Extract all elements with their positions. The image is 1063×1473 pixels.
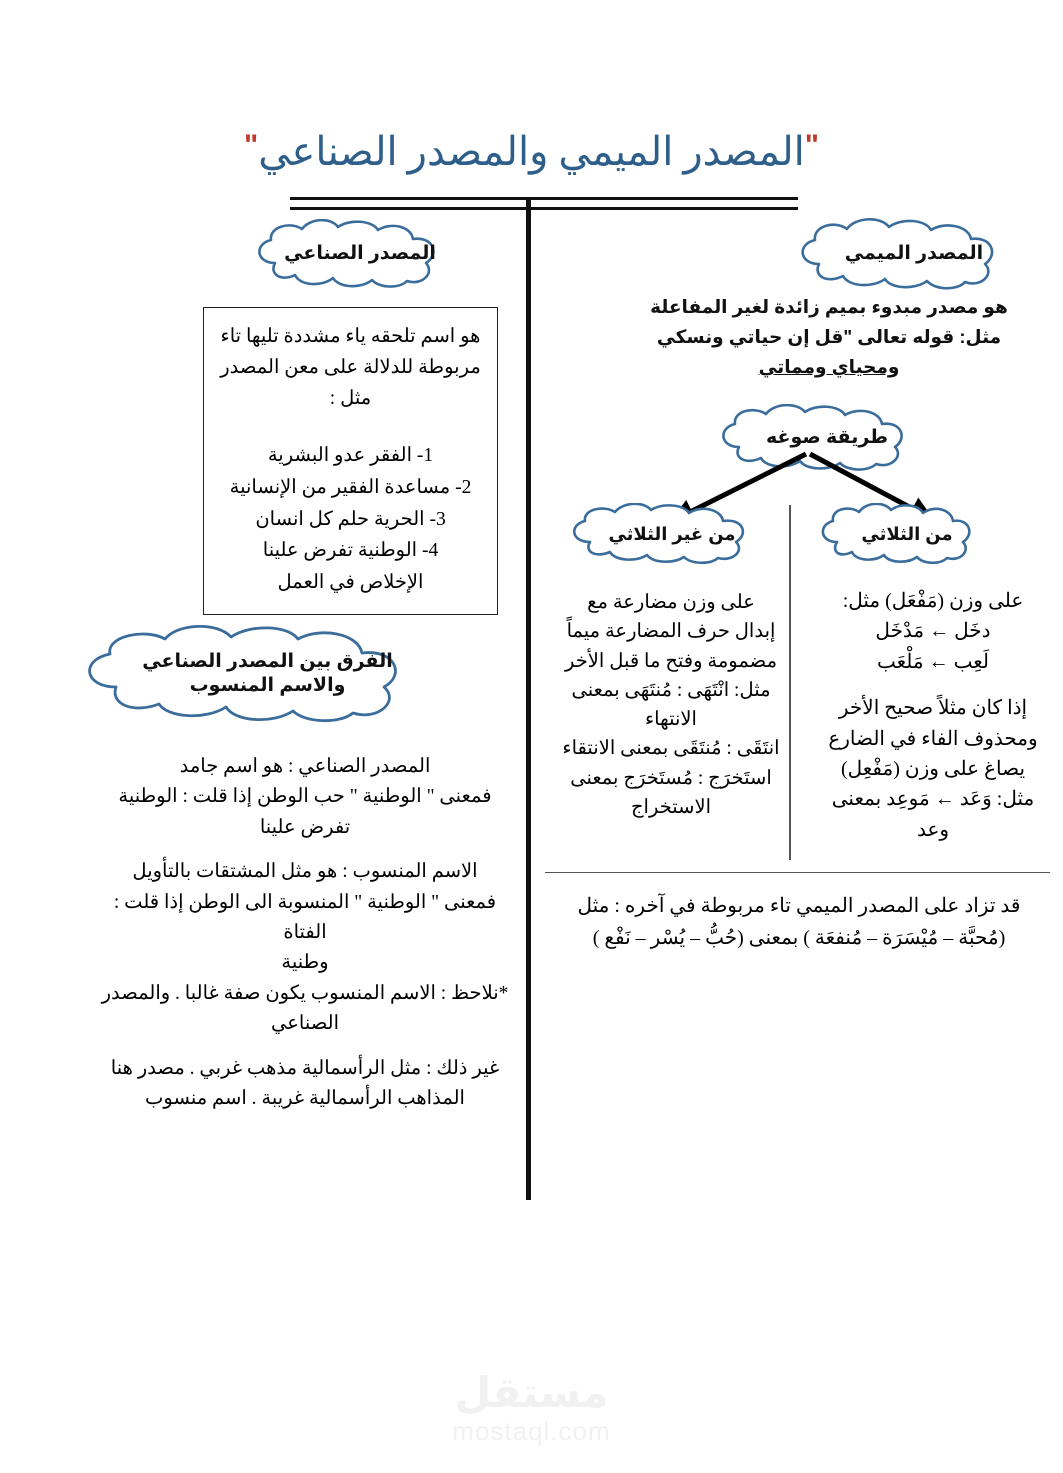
cloud-branch-ghair-thulathi xyxy=(563,503,781,565)
sinai-definition-line-3: مثل : xyxy=(329,387,372,409)
list-item: 2- مساعدة الفقير من الإنسانية xyxy=(229,476,472,498)
thulathi-b2-line-3: يصاغ على وزن (مَفْعِل) xyxy=(840,757,1026,780)
thulathi-b2-line-5: وعد xyxy=(916,818,950,841)
cloud-difference-label xyxy=(132,650,402,698)
list-item: 3- الحرية حلم كل انسان xyxy=(255,508,446,530)
difference-body xyxy=(100,752,510,1114)
list-item: 1- الفقر عدو البشرية xyxy=(267,445,434,467)
thulathi-b1-line-2: دخَل ← مَدْخَل xyxy=(875,620,991,643)
thulathi-rules-column xyxy=(817,586,1049,845)
ghair-rule-line-2: إبدال حرف المضارعة ميماً xyxy=(566,621,776,643)
difference-paragraph-1 xyxy=(100,752,510,843)
difference-paragraph-2 xyxy=(100,857,510,1039)
mimi-definition-line-3: ومحياي ومماتي xyxy=(758,355,900,377)
cloud-sinai-title xyxy=(248,219,472,289)
thulathi-b1-line-1: على وزن (مَفْعَل) مثل: xyxy=(842,590,1024,612)
diff-p3-line-2: المذاهب الرأسمالية غريبة . اسم منسوب xyxy=(145,1088,465,1110)
thulathi-b2-line-4: مثل: وَعَد ← مَوعِد بمعنى xyxy=(831,788,1035,811)
cloud-mimi-label: المصدر الميمي xyxy=(844,243,984,265)
main-vertical-divider xyxy=(526,200,531,1200)
diff-p1-line-3: تفرض علينا xyxy=(259,816,351,838)
diff-p2-line-4: *نلاحظ : الاسم المنسوب يكون صفة غالبا . والمصدر xyxy=(101,982,509,1004)
ghair-example-3-line-1: استَخرَج : مُستَخرَج بمعنى xyxy=(570,767,772,789)
cloud-branch-ghair-label: من غير الثلاثي xyxy=(608,523,736,544)
thulathi-b2-line-1: إذا كان مثلاً صحيح الأخر xyxy=(838,697,1028,720)
cloud-difference-line-2: والاسم المنسوب xyxy=(189,675,346,696)
title-quote-open: " xyxy=(804,129,820,162)
sinai-definition-line-1: هو اسم تلحقه ياء مشددة تليها تاء xyxy=(220,326,481,347)
ghair-rule-line-1: على وزن مضارعة مع xyxy=(587,592,755,613)
diff-p2-line-5: الصناعي xyxy=(271,1013,339,1035)
list-item: 4- الوطنية تفرض علينا xyxy=(262,540,439,562)
mimi-footer-line-1: قد تزاد على المصدر الميمي تاء مربوطة في آخره : مثل xyxy=(577,895,1021,917)
title-quote-close: " xyxy=(243,129,259,162)
diff-p1-line-1: المصدر الصناعي : هو اسم جامد xyxy=(179,756,431,777)
mimi-footer-note xyxy=(549,890,1049,954)
mimi-definition-line-2: مثل: قوله تعالى "قل إن حياتي ونسكي xyxy=(656,325,1002,347)
mimi-definition-block xyxy=(609,292,1049,382)
thulathi-b2-line-2: ومحذوف الفاء في الضارع xyxy=(828,727,1038,750)
sinai-examples-list xyxy=(220,440,481,598)
cloud-difference-line-1: الفرق بين المصدر الصناعي xyxy=(142,651,393,673)
ghair-example-1-line-1: مثل: انْتَهَى : مُنتَهَى بمعنى xyxy=(571,679,771,701)
diff-p1-line-2: فمعنى " الوطنية " حب الوطن إذا قلت : الوطنية xyxy=(118,786,492,808)
ghair-example-1-line-2: الانتهاء xyxy=(645,709,697,730)
cloud-branch-thulathi xyxy=(813,503,1001,565)
ghair-thulathi-rules-column xyxy=(551,588,791,822)
ghair-example-2: انتَقَى : مُنتَقَى بمعنى الانتقاء xyxy=(562,738,780,760)
mimi-definition-line-1: هو مصدر مبدوء بميم زائدة لغير المفاعلة xyxy=(650,296,1008,317)
title-underline-rule xyxy=(290,197,798,210)
title-label: المصدر الميمي والمصدر الصناعي xyxy=(258,129,805,174)
cloud-method-label: طريقة صوغه xyxy=(765,427,889,449)
thulathi-rule-block-2 xyxy=(817,693,1049,845)
watermark-latin: mostaql.com xyxy=(452,1416,611,1446)
thulathi-b1-line-3: لَعِب ← مَلْعَب xyxy=(876,650,989,673)
list-item: الإخلاص في العمل xyxy=(277,571,424,593)
sinai-definition xyxy=(220,322,481,414)
ghair-rule-block xyxy=(551,588,791,822)
cloud-difference-title xyxy=(70,625,465,723)
cloud-mimi-title xyxy=(789,218,1039,290)
diff-p3-line-1: غير ذلك : مثل الرأسمالية مذهب غربي . مصدر هنا xyxy=(110,1057,500,1079)
cloud-sinai-label: المصدر الصناعي xyxy=(284,243,436,265)
difference-paragraph-3 xyxy=(100,1054,510,1115)
cloud-branch-thulathi-label: من الثلاثي xyxy=(861,523,953,544)
sinai-definition-box xyxy=(203,307,498,615)
diff-p2-line-3: وطنية xyxy=(281,952,329,974)
diff-p2-line-2: فمعنى " الوطنية " المنسوبة الى الوطن إذا قلت : الفتاة xyxy=(113,891,497,944)
page-title xyxy=(0,128,1063,175)
thulathi-rule-block-1 xyxy=(817,586,1049,677)
diff-p2-line-1: الاسم المنسوب : هو مثل المشتقات بالتأويل xyxy=(132,861,478,883)
watermark-arabic: مستقل xyxy=(454,1369,609,1416)
watermark xyxy=(0,1369,1063,1446)
ghair-rule-line-3: مضمومة وفتح ما قبل الأخر xyxy=(564,650,778,672)
sinai-definition-line-2: مربوطة للدلالة على معن المصدر xyxy=(220,356,481,378)
branch-horizontal-rule xyxy=(545,872,1050,873)
ghair-example-3-line-2: الاستخراج xyxy=(630,796,712,818)
mimi-footer-line-2: (مُحبَّة – مُيْسَرَة – مُنفعَة ) بمعنى (حُبُّ – يُسْر – نَفْع ) xyxy=(592,927,1006,949)
